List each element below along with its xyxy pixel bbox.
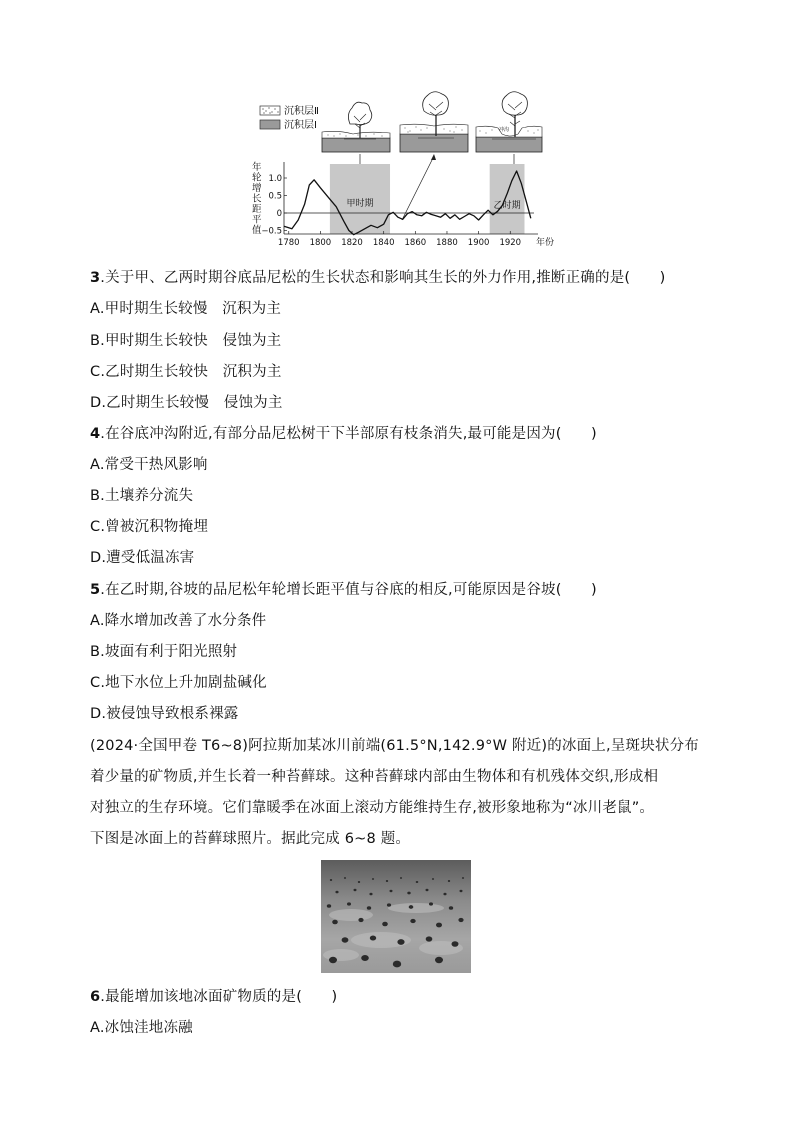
moss-ball: [332, 920, 338, 924]
moss-ball: [449, 906, 453, 910]
moss-ball: [335, 891, 338, 894]
moss-ball: [369, 893, 372, 896]
moss-ball: [407, 892, 410, 895]
period-b-shade: [490, 164, 525, 234]
question-number: 3: [90, 270, 101, 286]
tree-ring-figure: [248, 94, 555, 256]
x-tick-label: 1840: [372, 238, 395, 248]
question-text: .最能增加该地冰面矿物质的是( ): [100, 989, 338, 1005]
moss-ball: [329, 957, 337, 963]
question-6-stem: [90, 987, 337, 1007]
moss-ball: [327, 904, 331, 908]
legend-swatch-layer2: [260, 106, 280, 115]
moss-ball: [426, 936, 433, 941]
moss-ball: [448, 880, 450, 882]
question-number: 6: [90, 989, 101, 1005]
legend-label-layer1: 沉积层Ⅰ: [284, 120, 317, 131]
moss-ball: [462, 877, 464, 879]
option-6a[interactable]: A.冰蚀洼地冻融: [90, 1020, 193, 1036]
question-number: 5: [90, 582, 101, 598]
passage-line: 着少量的矿物质,并生长着一种苔藓球。这种苔藓球内部由生物体和有机残体交织,形成相: [90, 769, 659, 785]
arrow-to-diagram-2: [402, 156, 434, 220]
moss-ball: [387, 903, 391, 906]
y-tick-label: −0.5: [261, 226, 282, 237]
option-4a[interactable]: A.常受干热风影响: [90, 457, 208, 473]
moss-ball: [370, 935, 376, 940]
option-5a[interactable]: A.降水增加改善了水分条件: [90, 613, 267, 629]
moss-ball: [436, 923, 442, 928]
option-3c[interactable]: C.乙时期生长较快 沉积为主: [90, 364, 282, 380]
period-a-label: 甲时期: [346, 199, 374, 209]
x-tick-label: 1880: [436, 238, 458, 248]
chart-area: [261, 162, 554, 248]
x-tick-label: 1800: [309, 238, 332, 248]
period-b-label: 乙时期: [493, 200, 521, 211]
moss-ball: [382, 922, 388, 926]
option-4d[interactable]: D.遭受低温冻害: [90, 550, 195, 566]
reading-passage: [90, 731, 708, 855]
question-3-stem: [90, 268, 666, 288]
y-label-char: 值: [252, 225, 262, 236]
y-label-char: 年: [252, 162, 262, 173]
option-3a[interactable]: A.甲时期生长较慢 沉积为主: [90, 301, 282, 317]
tree-ring-chart: [248, 94, 555, 256]
x-tick-label: 1820: [341, 238, 363, 248]
x-axis-unit: 年份: [536, 238, 555, 248]
passage-line: (2024·全国甲卷 T6~8)阿拉斯加某冰川前端(61.5°N,142.9°W 附近)的冰面上,呈斑块状分布: [90, 738, 700, 754]
moss-ball: [342, 937, 349, 942]
moss-ball: [390, 890, 393, 892]
y-label-char: 平: [252, 214, 262, 226]
moss-ball: [354, 889, 357, 891]
moss-ball: [400, 877, 402, 879]
moss-ball: [397, 939, 404, 945]
moss-ball: [435, 957, 443, 963]
passage-line: 下图是冰面上的苔藓球照片。据此完成 6~8 题。: [90, 831, 411, 847]
question-text: .在谷底冲沟附近,有部分品尼松树干下半部原有枝条消失,最可能是因为( ): [100, 426, 597, 442]
option-5c[interactable]: C.地下水位上升加剧盐碱化: [90, 675, 267, 691]
x-tick-label: 1860: [404, 238, 427, 248]
block-diagram-2: [400, 92, 468, 152]
block-diagram-1: [322, 102, 390, 152]
option-4b[interactable]: B.土壤养分流失: [90, 488, 194, 504]
y-tick-label: 0: [276, 209, 282, 219]
question-4-stem: [90, 424, 597, 444]
option-5b[interactable]: B.坡面有利于阳光照射: [90, 644, 238, 660]
y-tick-label: 1.0: [268, 174, 282, 184]
moss-ball: [372, 878, 374, 880]
option-4c[interactable]: C.曾被沉积物掩埋: [90, 519, 209, 535]
option-3d[interactable]: D.乙时期生长较慢 侵蚀为主: [90, 395, 283, 411]
moss-ball: [367, 906, 371, 910]
x-tick-label: 1920: [499, 238, 522, 248]
passage-line: 对独立的生存环境。它们靠暖季在冰面上滚动方能维持生存,被形象地称为“冰川老鼠”。: [90, 800, 655, 816]
moss-ball: [443, 893, 446, 896]
y-axis-label: [252, 161, 262, 236]
moss-ball: [409, 905, 414, 909]
moss-ball: [460, 890, 463, 892]
moss-ball: [386, 880, 388, 882]
moss-ball: [429, 902, 433, 905]
moss-ball: [458, 918, 463, 922]
legend-label-layer2: 沉积层Ⅱ: [284, 106, 319, 117]
x-tick-label: 1780: [277, 238, 300, 248]
question-5-stem: [90, 580, 597, 600]
moss-ball: [426, 889, 429, 891]
y-label-char: 增: [252, 183, 262, 194]
legend-swatch-layer1: [260, 120, 280, 129]
glacier-photo-image: [321, 860, 471, 973]
moss-ball: [393, 961, 401, 968]
moss-ball-photo: [321, 860, 471, 973]
moss-ball: [416, 881, 419, 883]
moss-ball: [410, 919, 415, 923]
y-label-char: 距: [252, 204, 262, 215]
y-label-char: 轮: [252, 172, 262, 184]
option-5d[interactable]: D.被侵蚀导致根系裸露: [90, 706, 239, 722]
question-text: .关于甲、乙两时期谷底品尼松的生长状态和影响其生长的外力作用,推断正确的是( ): [100, 270, 666, 286]
moss-ball: [358, 918, 363, 922]
y-label-char: 长: [252, 193, 262, 205]
y-tick-label: 0.5: [268, 191, 282, 202]
moss-ball: [358, 881, 360, 883]
moss-ball: [432, 878, 434, 880]
moss-ball: [344, 877, 346, 879]
moss-ball: [452, 941, 459, 947]
question-number: 4: [90, 426, 101, 442]
moss-ball: [330, 879, 332, 881]
block-diagram-3: [476, 92, 542, 152]
gully-marker-label: 冲沟: [499, 127, 510, 133]
moss-ball: [347, 902, 351, 905]
x-tick-label: 1900: [467, 238, 490, 248]
option-3b[interactable]: B.甲时期生长较快 侵蚀为主: [90, 333, 282, 349]
moss-ball: [361, 955, 369, 961]
question-text: .在乙时期,谷坡的品尼松年轮增长距平值与谷底的相反,可能原因是谷坡( ): [100, 582, 597, 598]
